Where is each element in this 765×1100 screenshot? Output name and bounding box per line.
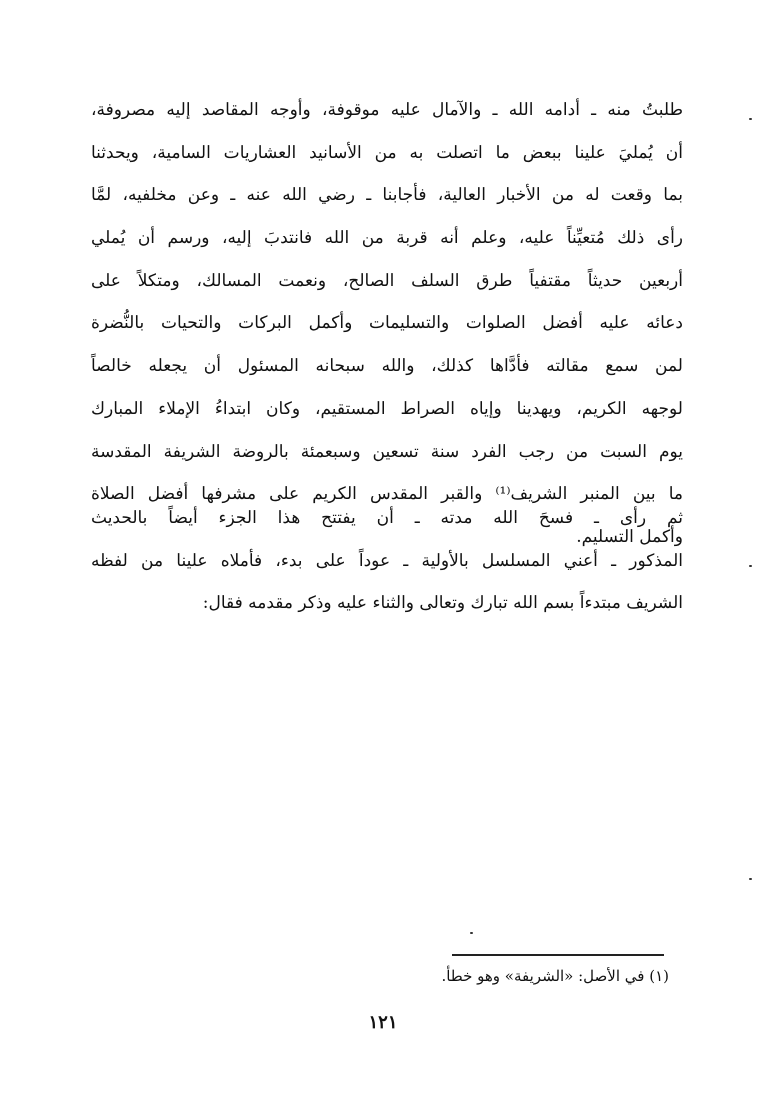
scan-speck bbox=[470, 932, 473, 934]
footnote: (١) في الأصل: «الشريفة» وهو خطأ. bbox=[441, 967, 669, 985]
page-number: ١٢١ bbox=[368, 1012, 398, 1033]
text-line: المذكور ـ أعني المسلسل بالأولية ـ عوداً على بدء، فأملاه علينا من لفظه bbox=[91, 550, 683, 571]
text-line: أربعين حديثاً مقتفياً طرق السلف الصالح، ونعمت المسالك، ومتكلاً على bbox=[91, 270, 683, 291]
text-line: لمن سمع مقالته فأدَّاها كذلك، والله سبحانه المسئول أن يجعله خالصاً bbox=[91, 356, 683, 377]
scan-speck bbox=[749, 565, 752, 567]
text-line: لوجهه الكريم، ويهدينا وإياه الصراط المستقيم، وكان ابتداءُ الإملاء المبارك bbox=[91, 398, 683, 419]
text-line: طلبتُ منه ـ أدامه الله ـ والآمال عليه موقوفة، وأوجه المقاصد إليه مصروفة، bbox=[91, 100, 683, 120]
text-line: دعائه عليه أفضل الصلوات والتسليمات وأكمل البركات والتحيات بالنُّضرة bbox=[91, 313, 683, 334]
footnote-divider bbox=[452, 954, 664, 956]
text-line: الشريف مبتدءاً بسم الله تبارك وتعالى والثناء عليه وذكر مقدمه فقال: bbox=[202, 593, 683, 614]
text-line: رأى ذلك مُتعيِّناً عليه، وعلم أنه قربة من الله فانتدبَ إليه، ورسم أن يُملي bbox=[91, 228, 683, 249]
text-line: ما بين المنبر الشريف⁽¹⁾ والقبر المقدس الكريم على مشرفها أفضل الصلاة bbox=[91, 484, 684, 505]
text-line: بما وقعت له من الأخبار العالية، فأجابنا ـ رضي الله عنه ـ وعن مخلفيه، لمَّا bbox=[91, 185, 683, 206]
text-line: وأكمل التسليم. bbox=[576, 526, 683, 547]
paragraph-1 bbox=[91, 89, 683, 559]
text-line: يوم السبت من رجب الفرد سنة تسعين وسبعمئة بالروضة الشريفة المقدسة bbox=[91, 441, 683, 462]
text-line: ثم رأى ـ فسحَ الله مدته ـ أن يفتتح هذا الجزء أيضاً بالحديث bbox=[91, 508, 683, 528]
paragraph-2 bbox=[91, 497, 683, 625]
scan-speck bbox=[749, 878, 752, 880]
scan-speck bbox=[749, 118, 752, 120]
text-line: أن يُمليَ علينا ببعض ما اتصلت به من الأسانيد العشاريات السامية، ويحدثنا bbox=[91, 142, 683, 163]
